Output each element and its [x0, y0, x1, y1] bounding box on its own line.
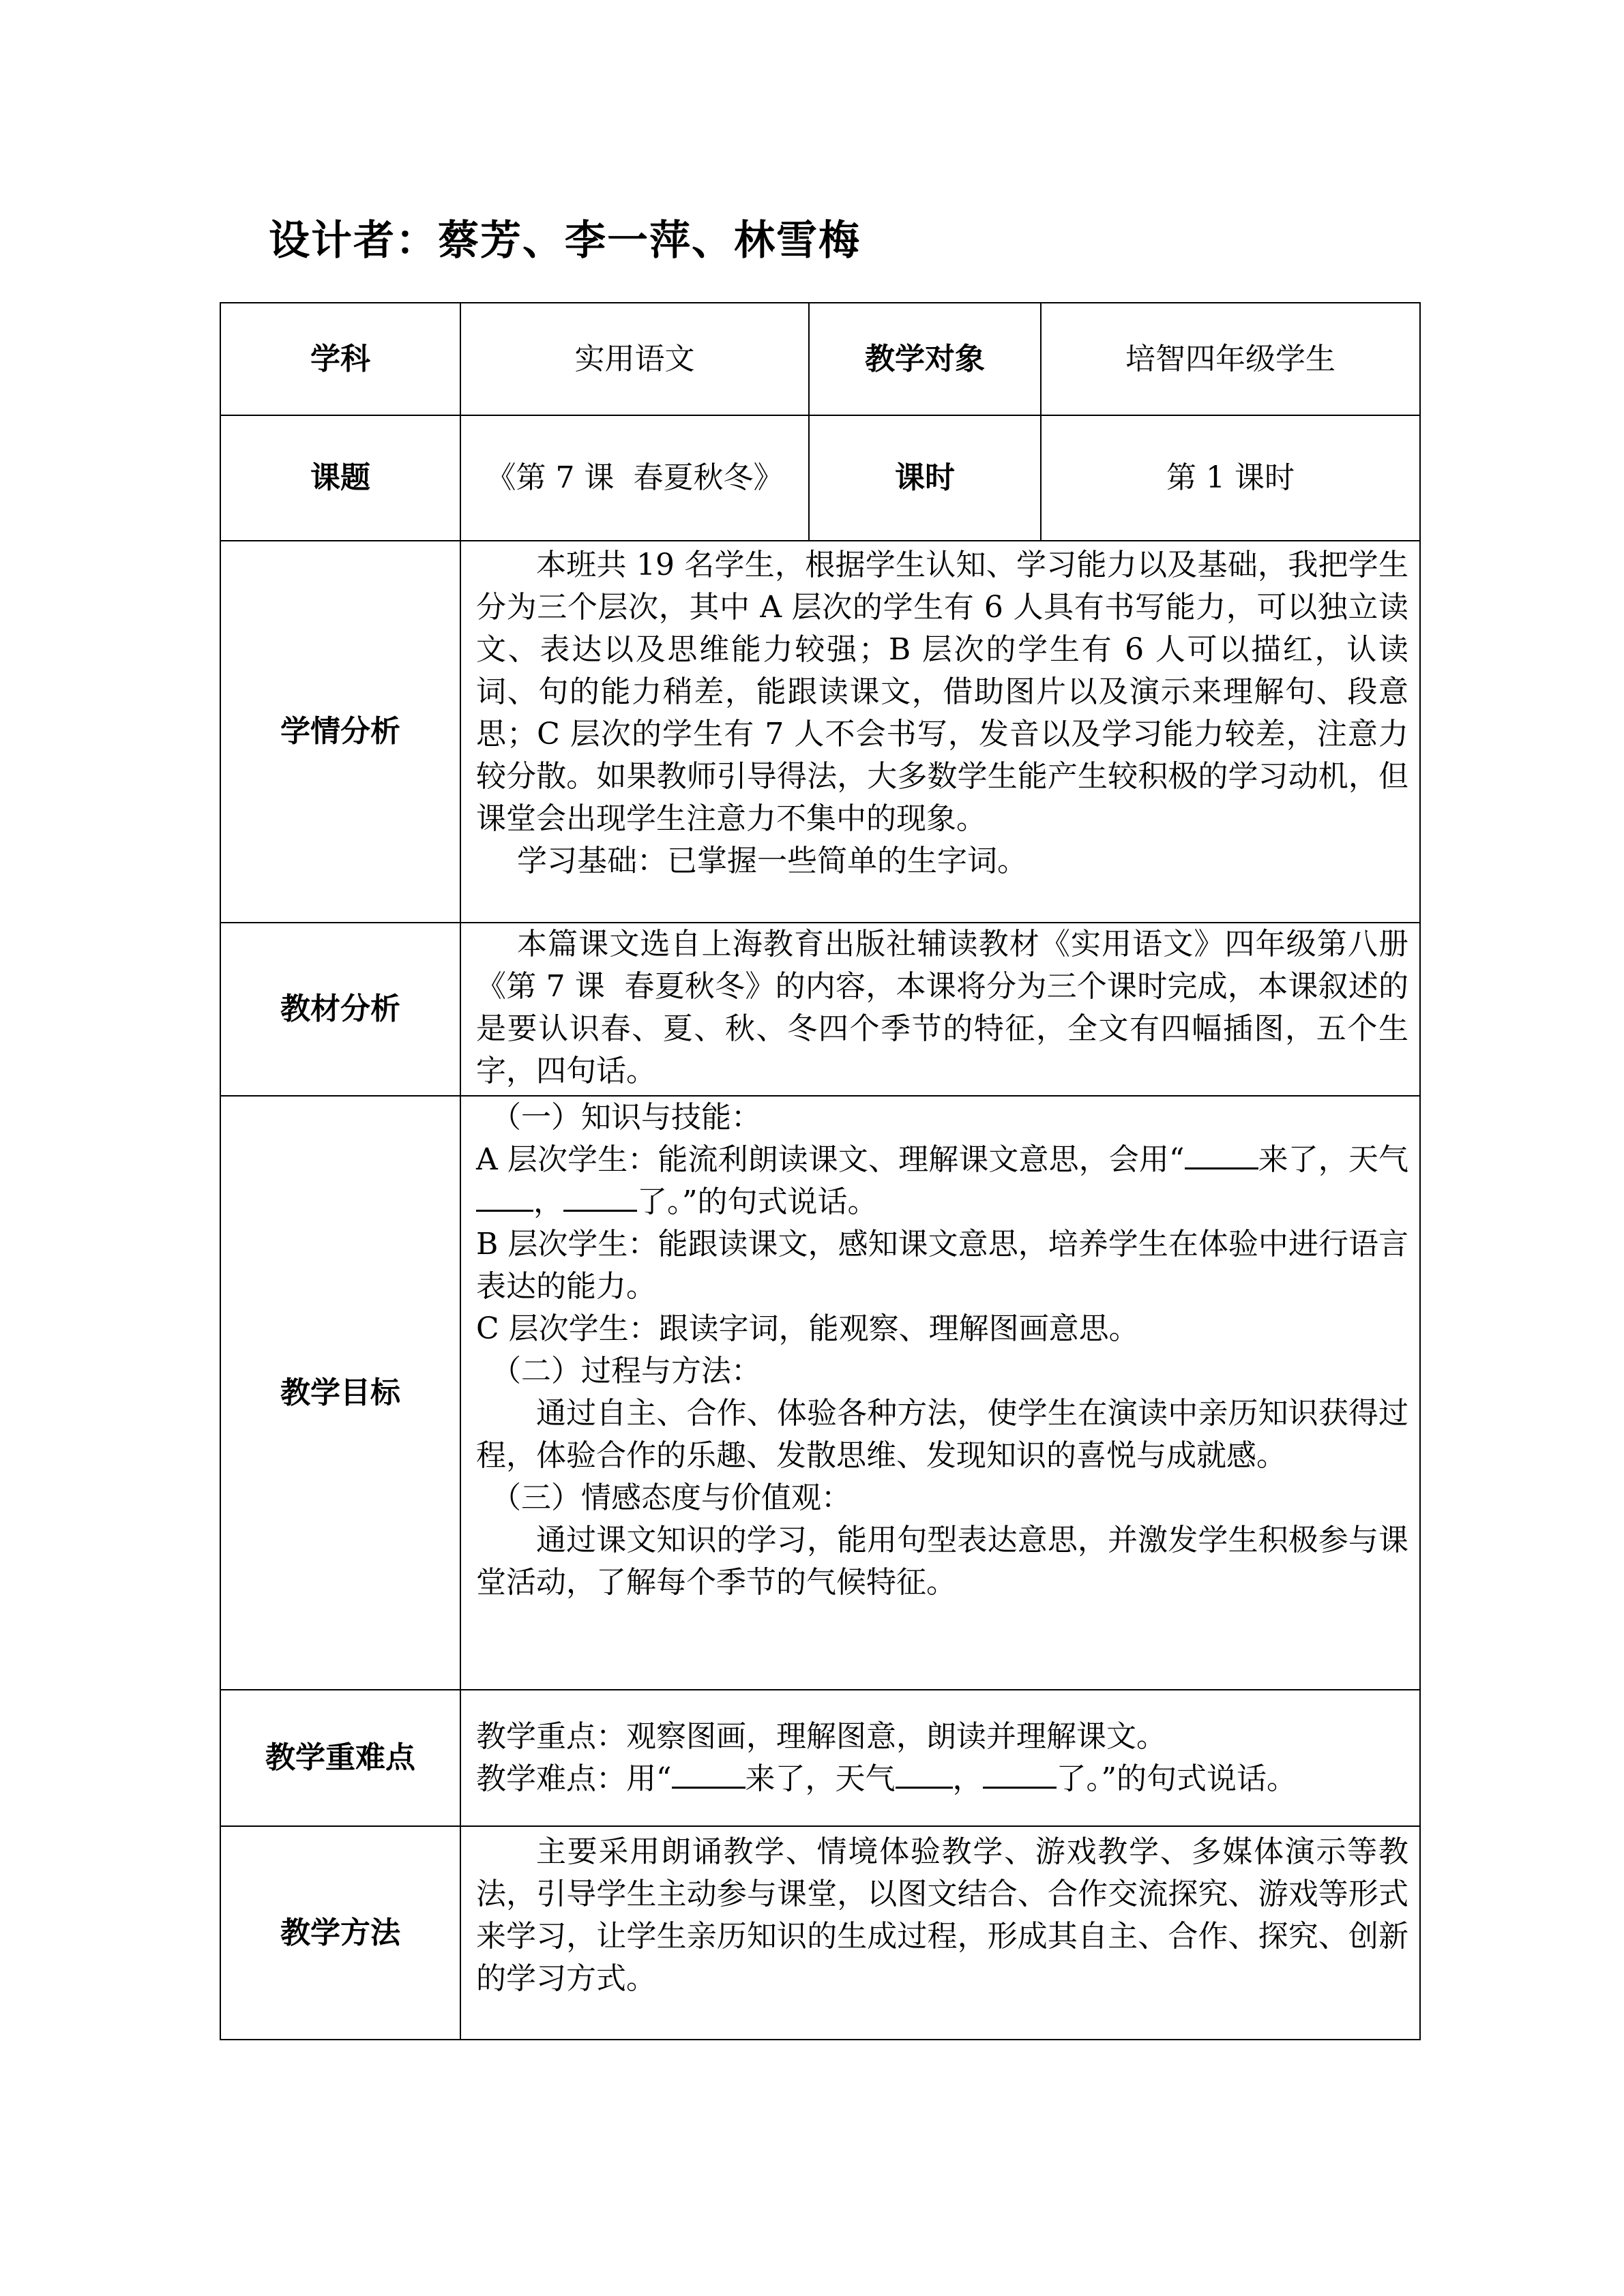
- subject-value: 实用语文: [460, 303, 809, 415]
- goals-level-c: C 层次学生：跟读字词，能观察、理解图画意思。: [476, 1311, 1139, 1346]
- methods-label: 教学方法: [220, 1826, 460, 2040]
- row-analysis: [220, 541, 1420, 923]
- goals-content: [460, 1096, 1420, 1690]
- diff-post: 了。”的句式说话。: [1056, 1761, 1297, 1796]
- analysis-content: [460, 541, 1420, 923]
- keypoints-label: 教学重难点: [220, 1690, 460, 1826]
- topic-value: 《第 7 课 春夏秋冬》: [460, 415, 809, 541]
- keypoints-difficulty: [476, 1758, 1408, 1800]
- subject-label: 学科: [220, 303, 460, 415]
- goals-level-a: [476, 1139, 1408, 1223]
- period-label: 课时: [809, 415, 1041, 541]
- methods-content: [460, 1826, 1420, 2040]
- analysis-label: 学情分析: [220, 541, 460, 923]
- goals-heading-1: （一）知识与技能：: [491, 1100, 761, 1135]
- blank-line: [896, 1759, 953, 1789]
- blank-line: [563, 1182, 637, 1212]
- blank-line: [672, 1759, 745, 1789]
- row-goals: [220, 1096, 1420, 1690]
- lesson-plan-table: [220, 302, 1421, 2040]
- goals-level-b: B 层次学生：能跟读课文，感知课文意思，培养学生在体验中进行语言表达的能力。: [476, 1227, 1408, 1304]
- audience-label: 教学对象: [809, 303, 1041, 415]
- textbook-content: [460, 923, 1420, 1096]
- diff-mid2: ，: [952, 1761, 983, 1796]
- row-textbook: [220, 923, 1420, 1096]
- blank-line: [1185, 1140, 1258, 1169]
- textbook-label: 教材分析: [220, 923, 460, 1096]
- textbook-paragraph: 本篇课文选自上海教育出版社辅读教材《实用语文》四年级第八册《第 7 课 春夏秋冬》的内容，本课将分为三个课时完成，本课叙述的是要认识春、夏、秋、冬四个季节的特征，全文有四幅插图，五个生字，四句话。: [476, 927, 1408, 1088]
- goals-a-mid1: 来了，天气: [1258, 1142, 1408, 1177]
- diff-pre: 教学难点：用“: [476, 1761, 672, 1796]
- audience-value: 培智四年级学生: [1041, 303, 1420, 415]
- blank-line: [983, 1759, 1057, 1789]
- goals-heading-3: （三）情感态度与价值观：: [491, 1480, 851, 1515]
- row-subject: [220, 303, 1420, 415]
- goals-a-mid2: ，: [533, 1184, 563, 1219]
- period-value: 第 1 课时: [1041, 415, 1420, 541]
- goals-process: 通过自主、合作、体验各种方法，使学生在演读中亲历知识获得过程，体验合作的乐趣、发散思维、发现知识的喜悦与成就感。: [476, 1396, 1408, 1473]
- diff-mid1: 来了，天气: [745, 1761, 896, 1796]
- analysis-basis: 学习基础：已掌握一些简单的生字词。: [517, 844, 1027, 878]
- keypoints-focus: 教学重点：观察图画，理解图意，朗读并理解课文。: [476, 1719, 1166, 1754]
- topic-label: 课题: [220, 415, 460, 541]
- goals-label: 教学目标: [220, 1096, 460, 1690]
- row-methods: [220, 1826, 1420, 2040]
- row-keypoints: [220, 1690, 1420, 1826]
- goals-a-post: 了。”的句式说话。: [637, 1184, 878, 1219]
- analysis-paragraph: 本班共 19 名学生，根据学生认知、学习能力以及基础，我把学生分为三个层次，其中 A 层次的学生有 6 人具有书写能力，可以独立读文、表达以及思维能力较强；B 层次的学生有 6 人可以描红，认读词、句的能力稍差，能跟读课文，借助图片以及演示来理解句、段意思；C 层次的学生有 7 人不会书写，发音以及学习能力较差，注意力较分散。如果教师引导得法，大多数学生能产生较积极的学习动机，但课堂会出现学生注意力不集中的现象。: [476, 548, 1408, 836]
- blank-line: [476, 1182, 533, 1212]
- keypoints-content: [460, 1690, 1420, 1826]
- row-topic: [220, 415, 1420, 541]
- designer-line: 设计者：蔡芳、李一萍、林雪梅: [269, 217, 861, 265]
- goals-a-pre: A 层次学生：能流利朗读课文、理解课文意思，会用“: [476, 1142, 1185, 1177]
- methods-paragraph: 主要采用朗诵教学、情境体验教学、游戏教学、多媒体演示等教法，引导学生主动参与课堂，以图文结合、合作交流探究、游戏等形式来学习，让学生亲历知识的生成过程，形成其自主、合作、探究、创新的学习方式。: [476, 1834, 1408, 1996]
- goals-attitude: 通过课文知识的学习，能用句型表达意思，并激发学生积极参与课堂活动，了解每个季节的气候特征。: [476, 1523, 1408, 1600]
- goals-heading-2: （二）过程与方法：: [491, 1354, 761, 1388]
